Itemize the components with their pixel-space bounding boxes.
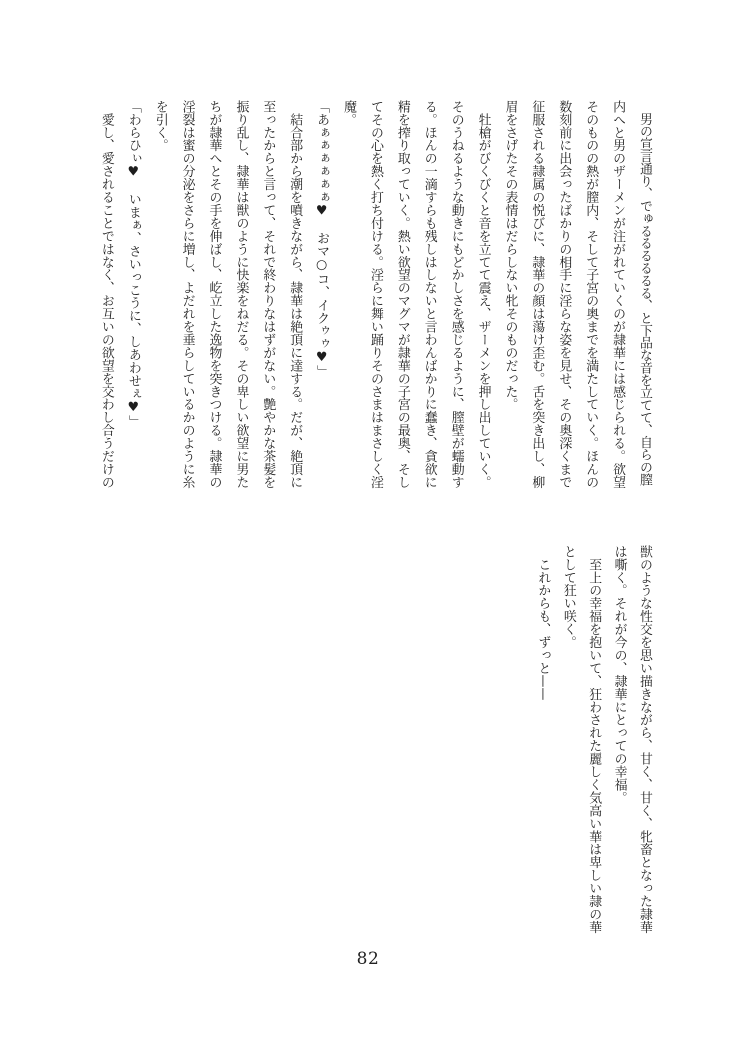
text-column-line: 淫裂は蜜の分泌をさらに増し、よだれを垂らしているかのように糸 bbox=[179, 100, 195, 489]
text-column-line: 数刻前に出会ったばかりの相手に淫らな姿を見せ、その奥深くまで bbox=[556, 100, 572, 489]
text-column-line: は嘶く。それが今の、隷華にとっての幸福。 bbox=[611, 545, 627, 804]
text-column-line: 愛し、愛されることではなく、お互いの欲望を交わし合うだけの bbox=[98, 100, 114, 489]
text-column-line: てその心を熱く打ち付ける。淫らに舞い踊りそのさまはまさしく淫 bbox=[367, 100, 383, 489]
text-column-line: 至ったからと言って、それで終わりなはずがない。艶やかな茶髪を bbox=[260, 100, 276, 489]
text-column-line: 「あぁぁぁぁぁぁ♥ おマ○コ、イクゥゥ♥」 bbox=[314, 100, 330, 379]
text-column-line: 結合部から潮を噴きながら、隷華は絶頂に達する。だが、絶頂に bbox=[287, 100, 303, 489]
text-column-line: そのものの熱が膣内、そして子宮の奥までを満たしていく。ほんの bbox=[583, 100, 599, 489]
text-column-line: 眉をさげたその表情はだらしない牝そのものだった。 bbox=[502, 100, 518, 411]
text-band-upper bbox=[92, 100, 657, 490]
text-column-line: そのうねるような動きにもどかしさを感じるように、膣壁が蠕動す bbox=[448, 100, 464, 489]
text-column-line: を引く。 bbox=[152, 100, 168, 152]
text-column-line: る。ほんの一滴すらも残しはしないと言わんばかりに蠢き、貪欲に bbox=[421, 100, 437, 489]
text-column-line: 牡槍がびくびくと音を立てて震え、ザーメンを押し出していく。 bbox=[475, 100, 491, 489]
text-column-line: として狂い咲く。 bbox=[560, 545, 576, 649]
text-column-line: 魔。 bbox=[341, 100, 357, 126]
text-column-line: 「わらひぃ♥ いまぁ、さいっこうに、しあわせぇ♥」 bbox=[125, 100, 141, 428]
text-column-line: ちが隷華へとその手を伸ばし、屹立した逸物を突きつける。隷華の bbox=[206, 100, 222, 489]
page-number: 82 bbox=[356, 949, 380, 969]
text-column-line: 獣のような性交を思い描きながら、甘く、甘く、牝畜となった隷華 bbox=[637, 545, 652, 934]
text-column-line: 至上の幸福を抱いて、狂わされた麗しく気高い華は卑しい隷の華 bbox=[586, 545, 602, 934]
text-column-line: 内へと男のザーメンが注がれていくのが隷華には感じられる。欲望 bbox=[610, 100, 626, 489]
text-column-line: 精を搾り取っていく。熱い欲望のマグマが隷華の子宮の最奥、そし bbox=[394, 100, 410, 489]
text-column-line: 振り乱し、隷華は獣のように快楽をねだる。その卑しい欲望に男た bbox=[233, 100, 249, 489]
text-column-line: 征服される隷属の悦びに、隷華の顔は蕩け歪む。舌を突き出し、柳 bbox=[529, 100, 545, 489]
text-column-line: 男の宣言通り、でゅるるるるるる、と下品な音を立てて、自らの膣 bbox=[637, 100, 652, 486]
text-band-lower bbox=[530, 545, 657, 935]
text-column-line: これからも、ずっと—— bbox=[535, 545, 551, 701]
